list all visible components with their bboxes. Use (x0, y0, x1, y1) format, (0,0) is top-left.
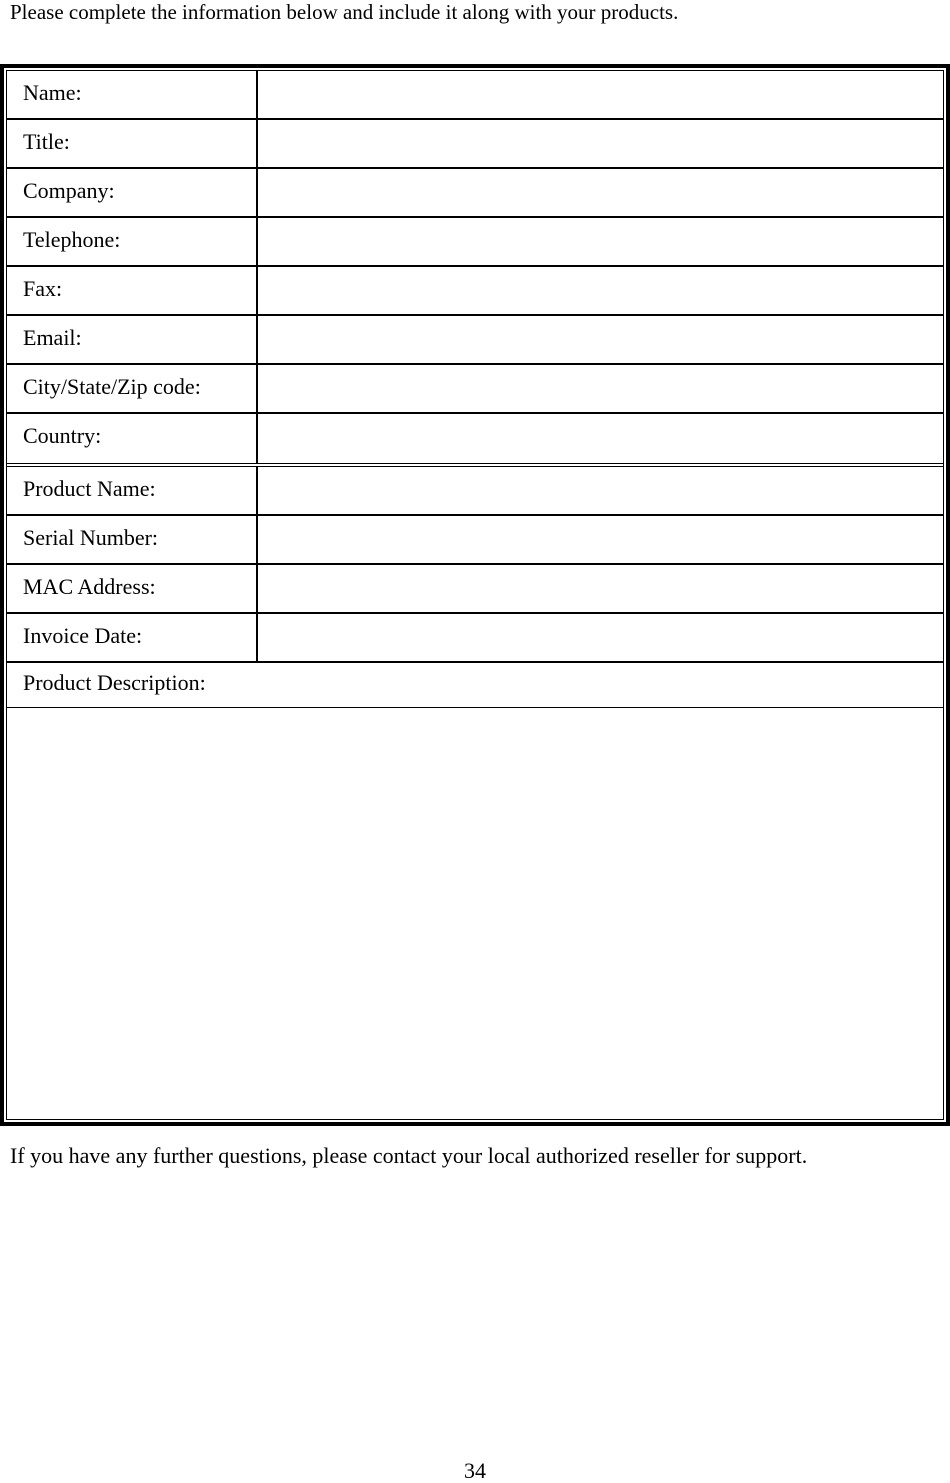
form-row-fax (7, 267, 943, 316)
country-field[interactable] (258, 414, 943, 463)
name-label: Name: (7, 71, 258, 118)
fax-field[interactable] (258, 267, 943, 314)
page-number: 34 (464, 1458, 486, 1483)
product-name-field[interactable] (258, 467, 943, 514)
support-note: If you have any further questions, please contact your local authorized reseller for support. (10, 1143, 808, 1168)
form-row-name (7, 71, 943, 120)
country-label: Country: (7, 414, 258, 463)
fax-label: Fax: (7, 267, 258, 314)
product-description-field[interactable] (7, 708, 943, 1119)
company-field[interactable] (258, 169, 943, 216)
form-row-product-name (7, 467, 943, 516)
telephone-field[interactable] (258, 218, 943, 265)
form-row-country (7, 414, 943, 467)
form-row-title (7, 120, 943, 169)
form-row-email (7, 316, 943, 365)
form-row-telephone (7, 218, 943, 267)
mac-address-field[interactable] (258, 565, 943, 612)
form-row-city-state-zip (7, 365, 943, 414)
form-instructions: Please complete the information below and include it along with your products. (10, 0, 679, 24)
telephone-label: Telephone: (7, 218, 258, 265)
email-label: Email: (7, 316, 258, 363)
serial-number-field[interactable] (258, 516, 943, 563)
city-state-zip-label: City/State/Zip code: (7, 365, 258, 412)
mac-address-label: MAC Address: (7, 565, 258, 612)
serial-number-label: Serial Number: (7, 516, 258, 563)
registration-form-inner (6, 70, 944, 1120)
product-description-label: Product Description: (7, 663, 943, 708)
form-row-invoice-date (7, 614, 943, 663)
product-name-label: Product Name: (7, 467, 258, 514)
company-label: Company: (7, 169, 258, 216)
title-label: Title: (7, 120, 258, 167)
email-field[interactable] (258, 316, 943, 363)
invoice-date-label: Invoice Date: (7, 614, 258, 661)
city-state-zip-field[interactable] (258, 365, 943, 412)
form-row-serial-number (7, 516, 943, 565)
form-row-mac-address (7, 565, 943, 614)
form-row-company (7, 169, 943, 218)
name-field[interactable] (258, 71, 943, 118)
invoice-date-field[interactable] (258, 614, 943, 661)
registration-form (0, 64, 950, 1126)
title-field[interactable] (258, 120, 943, 167)
